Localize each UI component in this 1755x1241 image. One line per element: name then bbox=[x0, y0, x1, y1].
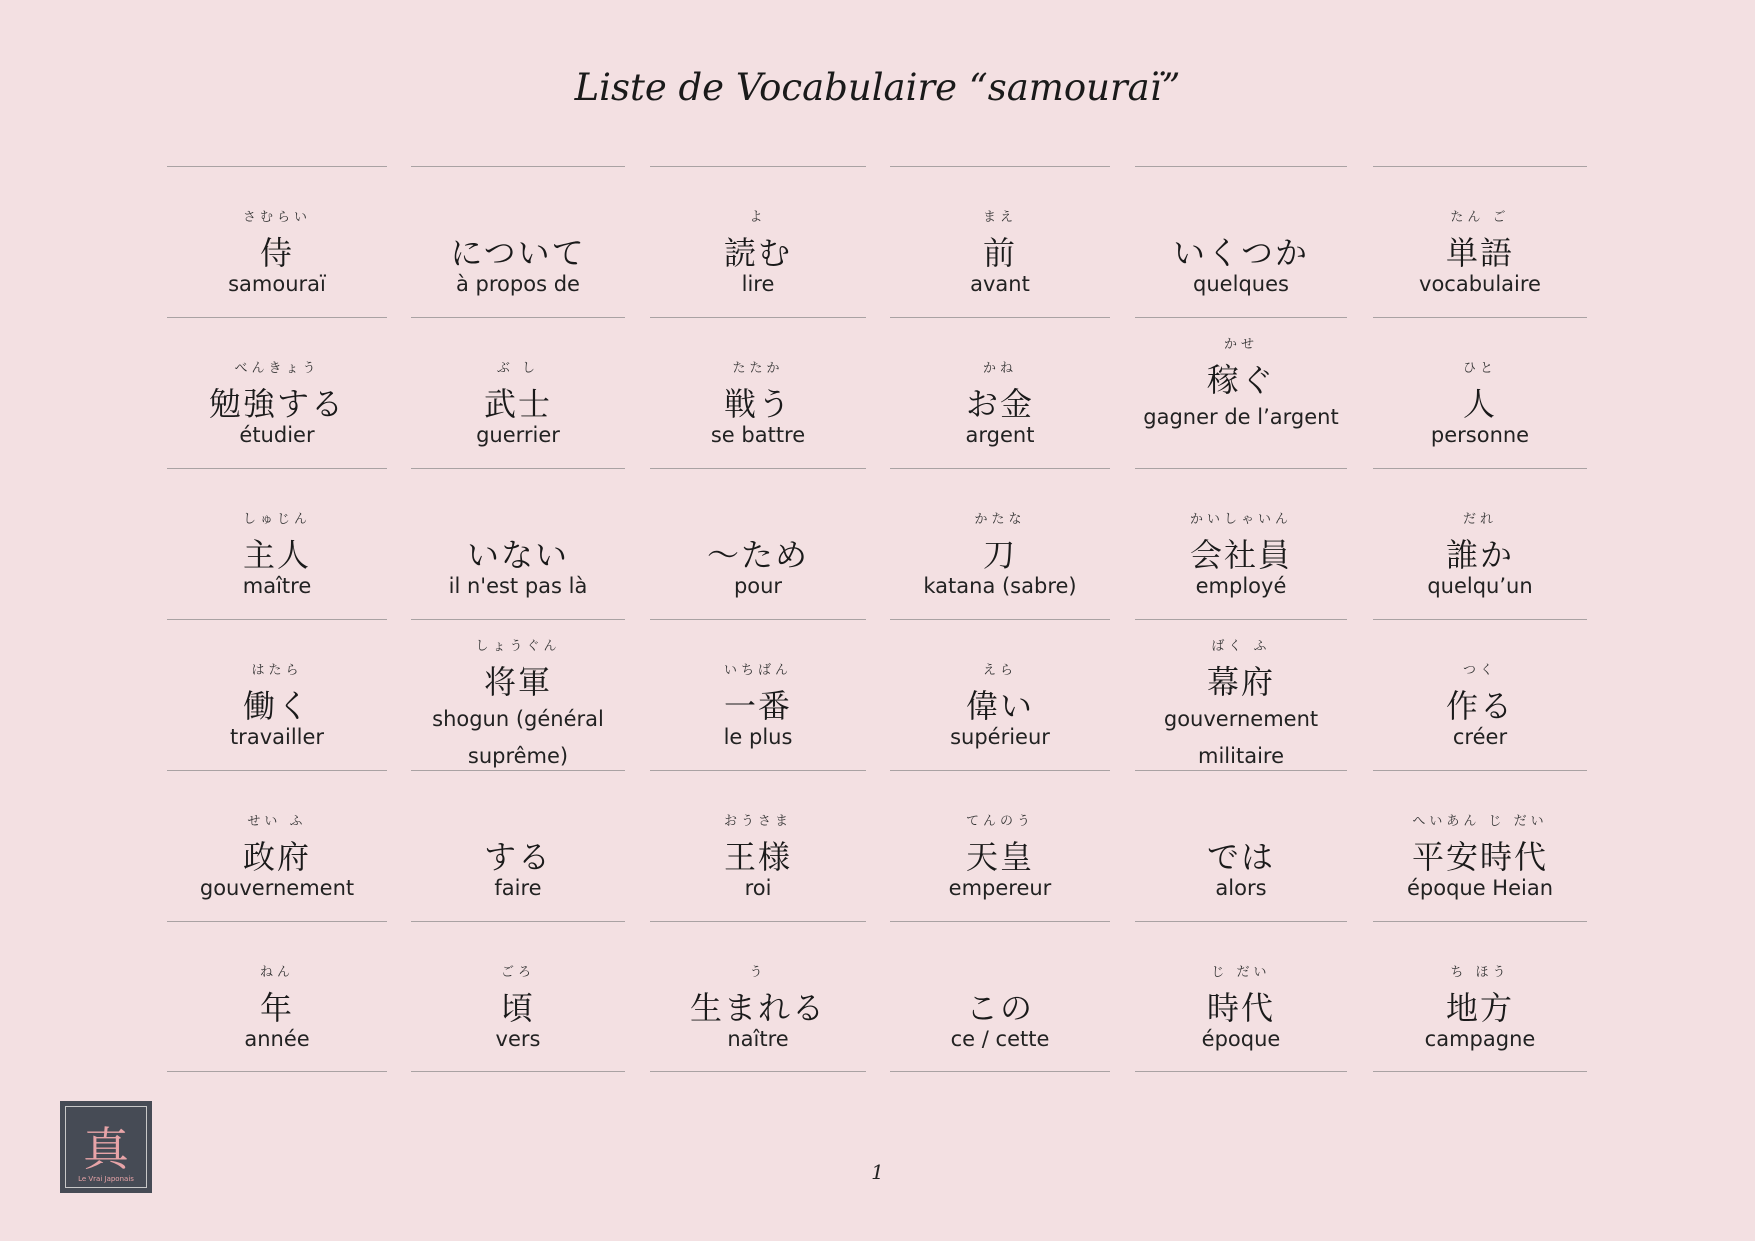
french-translation: quelqu’un bbox=[1427, 574, 1533, 598]
furigana-reading: たん ご bbox=[1450, 210, 1510, 225]
vocab-card bbox=[1373, 770, 1587, 921]
divider bbox=[1135, 468, 1347, 469]
furigana-reading: てんのう bbox=[965, 814, 1034, 829]
kanji-kana: 読む bbox=[723, 234, 792, 272]
kanji-kana: 働く bbox=[242, 687, 311, 725]
french-translation: empereur bbox=[948, 876, 1052, 900]
kanji-kana: 主人 bbox=[242, 536, 311, 574]
japanese-word bbox=[1373, 361, 1587, 425]
japanese-word bbox=[167, 361, 387, 425]
divider bbox=[650, 166, 866, 167]
japanese-word bbox=[650, 210, 866, 274]
divider bbox=[1135, 921, 1347, 922]
vocab-card bbox=[411, 770, 625, 921]
french-translation: époque Heian bbox=[1406, 876, 1554, 900]
french-translation: campagne bbox=[1424, 1027, 1536, 1051]
furigana-reading: しょうぐん bbox=[475, 639, 561, 654]
kanji-kana: 刀 bbox=[982, 536, 1017, 574]
japanese-word bbox=[1135, 512, 1347, 576]
vocab-card bbox=[167, 468, 387, 619]
kanji-kana: 頃 bbox=[500, 989, 535, 1027]
furigana-reading: かいしゃいん bbox=[1189, 512, 1292, 527]
divider bbox=[890, 468, 1110, 469]
divider bbox=[890, 1071, 1110, 1072]
french-translation: alors bbox=[1215, 876, 1267, 900]
japanese-word bbox=[1135, 337, 1347, 401]
divider bbox=[890, 770, 1110, 771]
kanji-kana: 時代 bbox=[1206, 989, 1275, 1027]
divider bbox=[167, 317, 387, 318]
divider bbox=[890, 619, 1110, 620]
japanese-word bbox=[650, 663, 866, 727]
japanese-word bbox=[167, 210, 387, 274]
kanji-kana: 戦う bbox=[723, 385, 792, 423]
furigana-reading: かせ bbox=[1223, 337, 1258, 352]
kanji-kana: 政府 bbox=[242, 838, 311, 876]
furigana-reading: ねん bbox=[259, 965, 294, 980]
divider bbox=[1135, 619, 1347, 620]
vocab-card bbox=[890, 166, 1110, 317]
divider bbox=[1373, 317, 1587, 318]
vocab-card bbox=[1135, 317, 1347, 468]
vocab-card bbox=[1373, 619, 1587, 770]
french-translation: guerrier bbox=[476, 423, 560, 447]
kanji-kana: 勉強する bbox=[208, 385, 345, 423]
vocab-card bbox=[1373, 317, 1587, 468]
japanese-word bbox=[411, 361, 625, 425]
japanese-word bbox=[890, 361, 1110, 425]
french-translation: ce / cette bbox=[950, 1027, 1050, 1051]
kanji-kana: について bbox=[450, 234, 586, 272]
divider bbox=[411, 1071, 625, 1072]
kanji-kana: 人 bbox=[1462, 385, 1497, 423]
vocab-card bbox=[650, 770, 866, 921]
kanji-kana: 年 bbox=[259, 989, 294, 1027]
kanji-kana: ～ため bbox=[706, 536, 809, 574]
vocab-card bbox=[411, 317, 625, 468]
french-translation: étudier bbox=[239, 423, 315, 447]
furigana-reading: たたか bbox=[732, 361, 784, 376]
japanese-word bbox=[411, 965, 625, 1029]
french-translation: à propos de bbox=[456, 272, 580, 296]
french-translation: pour bbox=[733, 574, 783, 598]
japanese-word bbox=[167, 663, 387, 727]
kanji-kana: 侍 bbox=[259, 234, 294, 272]
vocab-card bbox=[890, 317, 1110, 468]
furigana-reading: せい ふ bbox=[247, 814, 307, 829]
kanji-kana: 王様 bbox=[723, 838, 792, 876]
divider bbox=[167, 468, 387, 469]
kanji-kana: 将軍 bbox=[483, 663, 552, 701]
divider bbox=[1135, 1071, 1347, 1072]
french-translation: roi bbox=[744, 876, 772, 900]
divider bbox=[890, 317, 1110, 318]
divider bbox=[167, 770, 387, 771]
vocab-card bbox=[650, 317, 866, 468]
furigana-reading: いちばん bbox=[723, 663, 792, 678]
furigana-reading: ち ほう bbox=[1450, 965, 1510, 980]
furigana-reading: だれ bbox=[1462, 512, 1497, 527]
japanese-word bbox=[1373, 663, 1587, 727]
kanji-kana: 前 bbox=[982, 234, 1017, 272]
french-translation: créer bbox=[1452, 725, 1508, 749]
divider bbox=[1373, 770, 1587, 771]
divider bbox=[411, 166, 625, 167]
kanji-kana: する bbox=[483, 838, 552, 876]
divider bbox=[650, 1071, 866, 1072]
kanji-kana: 一番 bbox=[723, 687, 792, 725]
divider bbox=[411, 619, 625, 620]
french-translation: se battre bbox=[710, 423, 806, 447]
japanese-word bbox=[650, 965, 866, 1029]
french-translation: faire bbox=[494, 876, 542, 900]
vocab-card bbox=[1135, 166, 1347, 317]
divider bbox=[1373, 619, 1587, 620]
japanese-word bbox=[890, 512, 1110, 576]
japanese-word bbox=[1373, 210, 1587, 274]
vocab-card bbox=[411, 468, 625, 619]
furigana-reading: じ だい bbox=[1211, 965, 1271, 980]
furigana-reading: へいあん じ だい bbox=[1412, 814, 1548, 829]
japanese-word bbox=[650, 361, 866, 425]
french-translation: gouvernement bbox=[199, 876, 355, 900]
french-translation: gouvernement militaire bbox=[1163, 707, 1319, 768]
divider bbox=[890, 166, 1110, 167]
divider bbox=[1135, 166, 1347, 167]
vocab-card bbox=[890, 921, 1110, 1072]
french-translation: katana (sabre) bbox=[923, 574, 1077, 598]
french-translation: gagner de l’argent bbox=[1143, 405, 1339, 429]
divider bbox=[1373, 166, 1587, 167]
vocab-card bbox=[411, 619, 625, 770]
french-translation: personne bbox=[1430, 423, 1530, 447]
divider bbox=[167, 921, 387, 922]
french-translation: supérieur bbox=[950, 725, 1050, 749]
vocab-card bbox=[650, 166, 866, 317]
french-translation: employé bbox=[1195, 574, 1287, 598]
divider bbox=[650, 619, 866, 620]
vocab-card bbox=[890, 468, 1110, 619]
vocab-card bbox=[1373, 468, 1587, 619]
french-translation: vers bbox=[495, 1027, 541, 1051]
kanji-kana: 会社員 bbox=[1189, 536, 1292, 574]
divider bbox=[650, 770, 866, 771]
kanji-kana: 地方 bbox=[1445, 989, 1514, 1027]
divider bbox=[411, 770, 625, 771]
furigana-reading: ひと bbox=[1462, 361, 1497, 376]
vocab-card bbox=[890, 770, 1110, 921]
divider bbox=[890, 921, 1110, 922]
french-translation: avant bbox=[970, 272, 1030, 296]
vocab-card bbox=[167, 619, 387, 770]
japanese-word bbox=[890, 814, 1110, 878]
vocab-card bbox=[1373, 166, 1587, 317]
french-translation: maître bbox=[242, 574, 312, 598]
kanji-kana: 幕府 bbox=[1206, 663, 1275, 701]
french-translation: naître bbox=[727, 1027, 789, 1051]
french-translation: shogun (général suprême) bbox=[432, 707, 604, 768]
japanese-word bbox=[167, 965, 387, 1029]
french-translation: samouraï bbox=[228, 272, 326, 296]
vocab-card bbox=[167, 317, 387, 468]
divider bbox=[1373, 921, 1587, 922]
vocab-card bbox=[1135, 770, 1347, 921]
french-translation: argent bbox=[965, 423, 1035, 447]
page-title: Liste de Vocabulaire “samouraï” bbox=[574, 66, 1181, 109]
french-translation: il n'est pas là bbox=[448, 574, 588, 598]
french-translation: lire bbox=[741, 272, 775, 296]
furigana-reading: えら bbox=[982, 663, 1017, 678]
japanese-word bbox=[890, 663, 1110, 727]
divider bbox=[650, 317, 866, 318]
furigana-reading: つく bbox=[1462, 663, 1497, 678]
vocab-card bbox=[1135, 619, 1347, 770]
vocab-card bbox=[411, 921, 625, 1072]
divider bbox=[411, 468, 625, 469]
furigana-reading: かたな bbox=[974, 512, 1026, 527]
furigana-reading: べんきょう bbox=[234, 361, 320, 376]
logo-brand-text: Le Vrai Japonais bbox=[78, 1175, 134, 1183]
divider bbox=[650, 468, 866, 469]
japanese-word bbox=[167, 512, 387, 576]
vocab-card bbox=[1373, 921, 1587, 1072]
divider bbox=[167, 166, 387, 167]
furigana-reading: ぶ し bbox=[496, 361, 540, 376]
kanji-kana: 単語 bbox=[1445, 234, 1514, 272]
vocab-card bbox=[650, 619, 866, 770]
furigana-reading: まえ bbox=[982, 210, 1017, 225]
french-translation: époque bbox=[1201, 1027, 1281, 1051]
furigana-reading: はたら bbox=[251, 663, 303, 678]
japanese-word bbox=[1135, 965, 1347, 1029]
french-translation: le plus bbox=[723, 725, 793, 749]
french-translation: quelques bbox=[1193, 272, 1289, 296]
furigana-reading: かね bbox=[982, 361, 1017, 376]
kanji-kana: 天皇 bbox=[965, 838, 1034, 876]
kanji-kana: 武士 bbox=[483, 385, 552, 423]
vocab-card bbox=[167, 921, 387, 1072]
vocab-card bbox=[650, 921, 866, 1072]
french-translation: année bbox=[244, 1027, 310, 1051]
vocab-card bbox=[650, 468, 866, 619]
kanji-kana: 平安時代 bbox=[1411, 838, 1548, 876]
vocab-card bbox=[167, 166, 387, 317]
vocab-card bbox=[1135, 468, 1347, 619]
vocab-card bbox=[167, 770, 387, 921]
japanese-word bbox=[650, 814, 866, 878]
japanese-word bbox=[1373, 814, 1587, 878]
vocab-card bbox=[411, 166, 625, 317]
kanji-kana: いくつか bbox=[1172, 234, 1309, 272]
divider bbox=[411, 921, 625, 922]
divider bbox=[1135, 317, 1347, 318]
divider bbox=[1135, 770, 1347, 771]
kanji-kana: この bbox=[965, 989, 1034, 1027]
furigana-reading: おうさま bbox=[723, 814, 792, 829]
japanese-word bbox=[1135, 639, 1347, 703]
kanji-kana: 生まれる bbox=[689, 989, 826, 1027]
japanese-word bbox=[167, 814, 387, 878]
french-translation: vocabulaire bbox=[1419, 272, 1541, 296]
divider bbox=[1373, 468, 1587, 469]
page-number: 1 bbox=[871, 1160, 884, 1184]
logo-kanji: 真 bbox=[83, 1122, 129, 1176]
furigana-reading: ばく ふ bbox=[1211, 639, 1271, 654]
kanji-kana: お金 bbox=[965, 385, 1034, 423]
vocab-card bbox=[890, 619, 1110, 770]
japanese-word bbox=[411, 639, 625, 703]
vocab-card bbox=[1135, 921, 1347, 1072]
kanji-kana: いない bbox=[466, 536, 569, 574]
furigana-reading: さむらい bbox=[242, 210, 311, 225]
kanji-kana: 作る bbox=[1445, 687, 1514, 725]
divider bbox=[167, 619, 387, 620]
furigana-reading: よ bbox=[749, 210, 767, 225]
kanji-kana: 誰か bbox=[1445, 536, 1514, 574]
divider bbox=[650, 921, 866, 922]
japanese-word bbox=[890, 210, 1110, 274]
furigana-reading: しゅじん bbox=[242, 512, 311, 527]
kanji-kana: 偉い bbox=[965, 687, 1034, 725]
kanji-kana: では bbox=[1206, 838, 1275, 876]
japanese-word bbox=[1373, 512, 1587, 576]
furigana-reading: ごろ bbox=[500, 965, 535, 980]
kanji-kana: 稼ぐ bbox=[1206, 361, 1275, 399]
divider bbox=[411, 317, 625, 318]
divider bbox=[167, 1071, 387, 1072]
japanese-word bbox=[1373, 965, 1587, 1029]
divider bbox=[1373, 1071, 1587, 1072]
furigana-reading: う bbox=[749, 965, 767, 980]
french-translation: travailler bbox=[229, 725, 325, 749]
